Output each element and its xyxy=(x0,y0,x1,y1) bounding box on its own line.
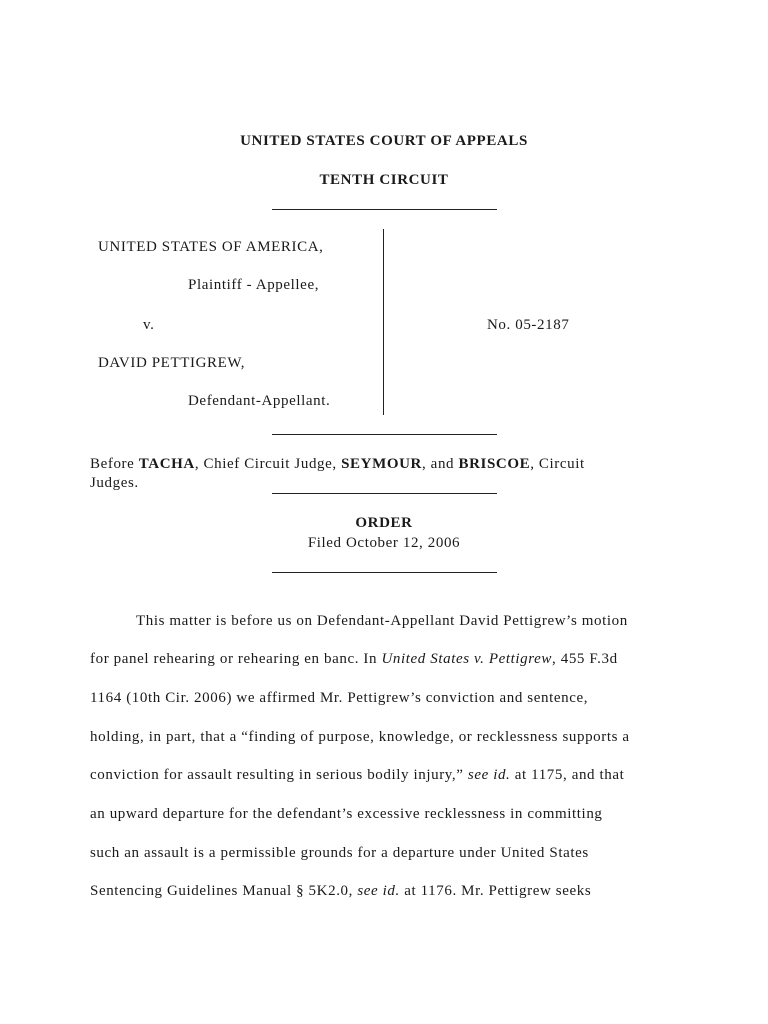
filed-date: Filed October 12, 2006 xyxy=(307,535,461,551)
body-line: holding, in part, that a “finding of purpose, knowledge, or recklessness supports a xyxy=(90,729,630,745)
circuit-name: TENTH CIRCUIT xyxy=(319,172,449,188)
body-line: 1164 (10th Cir. 2006) we affirmed Mr. Pettigrew’s conviction and sentence, xyxy=(90,690,589,706)
citation-signal: see id. xyxy=(357,883,400,899)
plaintiff-name: UNITED STATES OF AMERICA, xyxy=(98,239,324,255)
divider-rule xyxy=(272,493,497,494)
body-line: Sentencing Guidelines Manual § 5K2.0, see id. at 1176. Mr. Pettigrew seeks xyxy=(90,883,592,899)
defendant-name: DAVID PETTIGREW, xyxy=(98,355,246,371)
case-number: No. 05-2187 xyxy=(487,317,570,333)
panel-judges-cont: Judges. xyxy=(90,475,139,491)
body-line: for panel rehearing or rehearing en banc. In United States v. Pettigrew, 455 F.3d xyxy=(90,651,618,667)
defendant-role: Defendant-Appellant. xyxy=(188,393,331,409)
body-line: such an assault is a permissible grounds for a departure under United States xyxy=(90,845,589,861)
panel-judges: Before TACHA, Chief Circuit Judge, SEYMOUR, and BRISCOE, Circuit xyxy=(90,456,585,472)
divider-rule xyxy=(272,434,497,435)
body-line: conviction for assault resulting in serious bodily injury,” see id. at 1175, and that xyxy=(90,767,625,783)
body-line: an upward departure for the defendant’s excessive recklessness in committing xyxy=(90,806,603,822)
divider-rule xyxy=(272,209,497,210)
case-citation: United States v. Pettigrew xyxy=(381,651,553,667)
judge-name: SEYMOUR xyxy=(341,456,422,472)
divider-rule xyxy=(272,572,497,573)
body-line: This matter is before us on Defendant-Appellant David Pettigrew’s motion xyxy=(136,613,628,629)
caption-divider xyxy=(383,229,384,415)
order-title: ORDER xyxy=(355,515,413,531)
judge-name: BRISCOE xyxy=(458,456,531,472)
court-name: UNITED STATES COURT OF APPEALS xyxy=(240,133,528,149)
plaintiff-role: Plaintiff - Appellee, xyxy=(188,277,320,293)
citation-signal: see id. xyxy=(467,767,511,783)
versus-label: v. xyxy=(143,317,155,333)
judge-name: TACHA xyxy=(138,456,195,472)
